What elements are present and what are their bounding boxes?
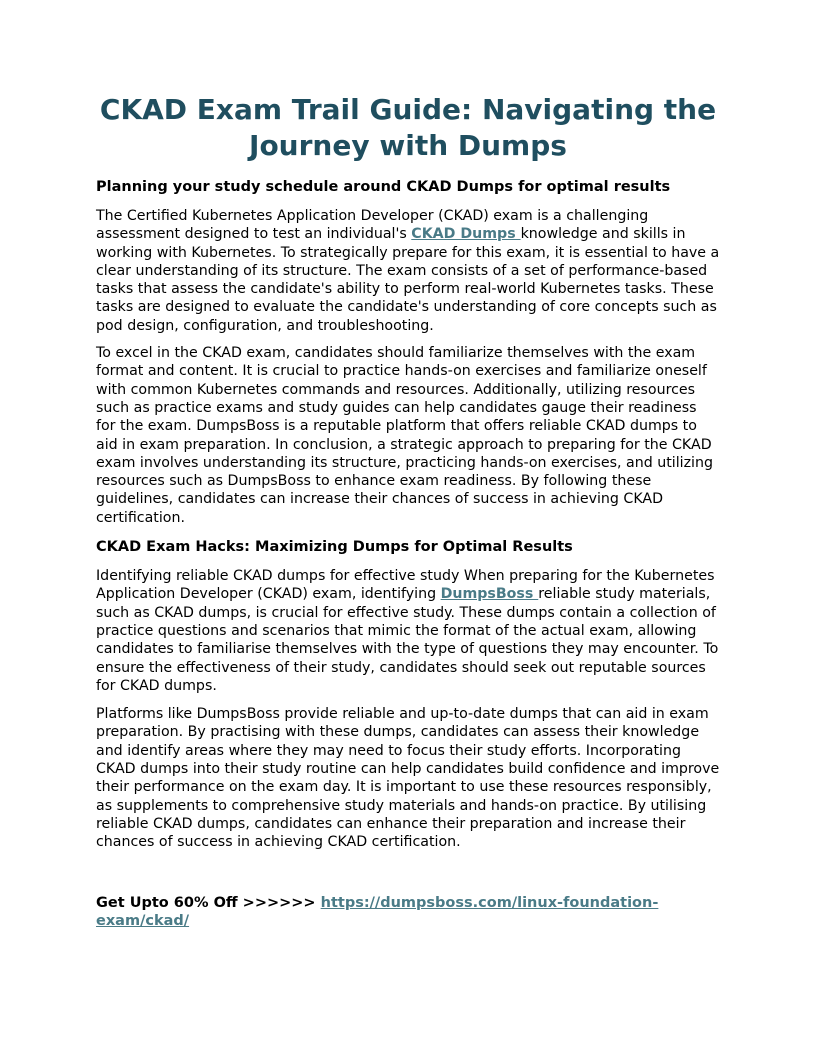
ckad-dumps-link[interactable]: CKAD Dumps — [411, 226, 521, 243]
paragraph-text: reliable study materials, such as CKAD dumps, is crucial for effective study. These dumps contain a collection of practice questions and scenarios that mimic the format of the actual exam, allowing candidates to familiarise themselves with the type of questions they may encounter. To ensure the effectiveness of their study, candidates should seek out reputable sources for CKAD dumps. — [96, 586, 719, 694]
discount-footer — [96, 894, 720, 931]
discount-label: Get Upto 60% Off >>>>>> — [96, 894, 321, 911]
paragraph-text: Identifying reliable CKAD dumps for effective study When preparing for the Kubernetes Application Developer (CKAD) exam, identifying — [96, 568, 715, 603]
section-heading-exam-hacks: CKAD Exam Hacks: Maximizing Dumps for Optimal Results — [96, 539, 573, 556]
section-heading-planning: Planning your study schedule around CKAD Dumps for optimal results — [96, 179, 671, 195]
paragraph-identifying-dumps — [96, 567, 720, 695]
paragraph-platforms: Platforms like DumpsBoss provide reliable and up-to-date dumps that can aid in exam preparation. By practising with these dumps, candidates can assess their knowledge and identify areas where they may need to focus their study efforts. Incorporating CKAD dumps into their study routine can help candidates build confidence and improve their performance on the exam day. It is important to use these resources responsibly, as supplements to comprehensive study materials and hands-on practice. By utilising reliable CKAD dumps, candidates can enhance their preparation and increase their chances of success in achieving CKAD certification. — [96, 706, 720, 851]
paragraph-ckad-overview — [96, 207, 720, 335]
page-title: CKAD Exam Trail Guide: Navigating the Journey with Dumps — [99, 93, 717, 162]
paragraph-text: knowledge and skills in working with Kubernetes. To strategically prepare for this exam, it is essential to have a clear understanding of its structure. The exam consists of a set of performance-based tasks that assess the candidate's ability to perform real-world Kubernetes tasks. These tasks are designed to evaluate the candidate's understanding of core concepts such as pod design, configuration, and troubleshooting. — [96, 226, 720, 334]
dumpsboss-link[interactable]: DumpsBoss — [440, 586, 539, 603]
document-body — [96, 92, 720, 930]
discount-url-link[interactable]: https://dumpsboss.com/linux-foundation-exam/ckad/ — [96, 894, 659, 929]
paragraph-text: The Certified Kubernetes Application Developer (CKAD) exam is a challenging assessment designed to test an individual's — [96, 208, 649, 243]
paragraph-excel-in-exam: To excel in the CKAD exam, candidates should familiarize themselves with the exam format and content. It is crucial to practice hands-on exercises and familiarize oneself with common Kubernetes commands and resources. Additionally, utilizing resources such as practice exams and study guides can help candidates gauge their readiness for the exam. DumpsBoss is a reputable platform that offers reliable CKAD dumps to aid in exam preparation. In conclusion, a strategic approach to preparing for the CKAD exam involves understanding its structure, practicing hands-on exercises, and utilizing resources such as DumpsBoss to enhance exam readiness. By following these guidelines, candidates can increase their chances of success in achieving CKAD certification. — [96, 345, 713, 526]
